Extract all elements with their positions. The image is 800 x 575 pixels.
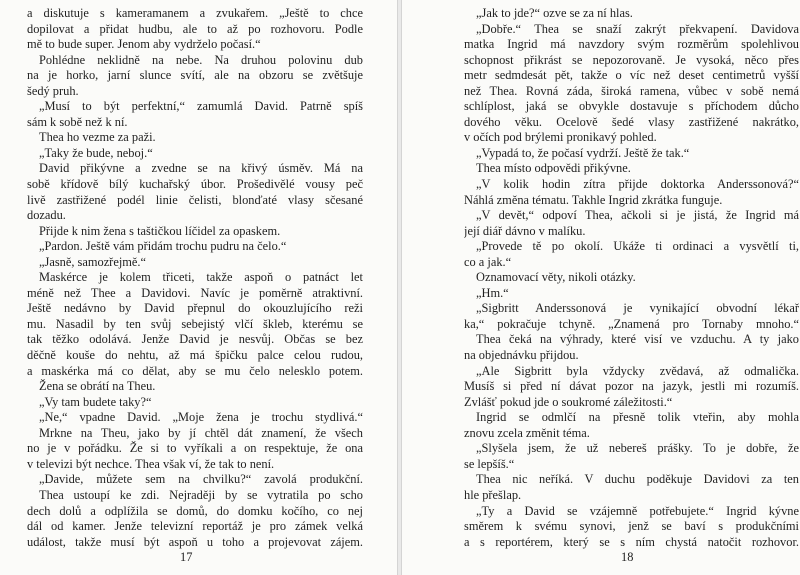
left-page-text bbox=[27, 6, 363, 550]
text-line: mě to bude super. Jenom aby vydrželo počasí.“ bbox=[27, 37, 261, 52]
text-line: na je horko, jarní slunce svítí, ale na obzoru se zvětšuje bbox=[27, 68, 363, 83]
text-line: Thea nic neříká. V duchu poděkuje Davidovi za ten bbox=[476, 472, 799, 487]
text-line: „Jak to jde?“ ozve se za ní hlas. bbox=[476, 6, 633, 20]
text-line: a s reportérem, který se s ním chystá natočit rozhovor. bbox=[464, 534, 799, 549]
text-line: no je v pořádku. Že si to vyříkali a on respektuje, že ona bbox=[27, 441, 363, 456]
text-line: Oznamovací věty, nikoli otázky. bbox=[476, 270, 636, 285]
text-line: dech dolů a odplížila se domů, do domku kočího, co nej bbox=[27, 503, 363, 518]
left-book-page bbox=[0, 0, 398, 575]
text-line: Pohlédne neklidně na nebe. Na druhou polovinu dub bbox=[39, 52, 363, 67]
text-line: Thea ustoupí ke zdi. Nejraději by se vytratila po scho bbox=[39, 487, 363, 502]
text-line: co a jak.“ bbox=[464, 254, 512, 269]
text-line: směrem k svému synovi, jenž se baví s produkčními bbox=[464, 519, 799, 534]
right-book-page bbox=[401, 0, 800, 575]
text-line: její diář dávno v malíku. bbox=[464, 223, 586, 238]
right-page-text bbox=[464, 6, 799, 550]
text-line: Zvlášť pokud jde o soukromé záležitosti.“ bbox=[464, 394, 673, 409]
text-line: než Thea. Rovná záda, široká ramena, vůbec v sobě nemá bbox=[464, 83, 799, 98]
text-line: „Ale Sigbritt byla vždycky zvědavá, až odmalička. bbox=[476, 363, 799, 378]
text-line: dového věku. Ocelově šedé vlasy zastřižené nakrátko, bbox=[464, 114, 799, 129]
text-line: matka Ingrid má navzdory svým rozměrům spolehlivou bbox=[464, 37, 799, 52]
text-line: hle přešlap. bbox=[464, 487, 522, 502]
text-line: a diskutuje s kameramanem a zvukařem. „Ještě to chce bbox=[27, 6, 363, 20]
text-line: Ještě nedávno by David přepnul do okouzlujícího reži bbox=[27, 301, 363, 316]
text-line: „Slyšela jsem, že už nebereš prášky. To je dobře, že bbox=[476, 441, 799, 456]
text-line: událost, takže musí být aspoň u toho a projevovat zájem. bbox=[27, 534, 363, 549]
text-line: Žena se obrátí na Theu. bbox=[39, 379, 156, 394]
text-line: schlíplost, jaká se obvykle dostavuje s příchodem důcho bbox=[464, 99, 799, 114]
text-line: „Dobře.“ Thea se snaží zakrýt překvapení. Davidova bbox=[476, 21, 799, 36]
text-line: ka,“ pokračuje tchyně. „Znamená pro Tornaby mnoho.“ bbox=[464, 316, 799, 331]
page-number-left: 17 bbox=[180, 550, 193, 564]
text-line: Ingrid se odmlčí na přesně tolik vteřin, aby mohla bbox=[476, 410, 799, 425]
text-line: Maskérce je kolem třiceti, takže aspoň o patnáct let bbox=[39, 270, 363, 285]
text-line: „Hm.“ bbox=[476, 285, 509, 300]
text-line: „Vy tam budete taky?“ bbox=[39, 394, 152, 409]
text-line: Thea čeká na výhrady, které visí ve vzduchu. A ty jako bbox=[476, 332, 799, 347]
text-line: v televizi být nechce. Thea však ví, že tak to není. bbox=[27, 456, 275, 471]
text-line: šedý pruh. bbox=[27, 83, 79, 98]
text-line: sám k sobě než k ní. bbox=[27, 114, 128, 129]
text-line: Musíš si před ní dávat pozor na jazyk, jestli mi rozumíš. bbox=[464, 379, 799, 394]
text-line: „Taky že bude, neboj.“ bbox=[39, 145, 153, 160]
text-line: „Sigbritt Anderssonová je vynikající obvodní lékař bbox=[476, 301, 799, 316]
text-line: mu. Nasadil by ten svůj sebejistý vlčí škleb, kterému se bbox=[27, 316, 363, 331]
text-line: metr sedmdesát pět, takže o víc než deset centimetrů vyšší bbox=[464, 68, 799, 83]
text-line: schopnost přikrást se nepozorovaně. Je vysoká, něco přes bbox=[464, 52, 799, 67]
text-line: dozadu. bbox=[27, 208, 66, 223]
text-line: „V kolik hodin zítra přijde doktorka Anderssonová?“ bbox=[476, 177, 799, 192]
text-line: „Pardon. Ještě vám přidám trochu pudru na čelo.“ bbox=[39, 239, 287, 254]
text-line: dál od kamer. Jenže televizní reportáž je pro zámek velká bbox=[27, 519, 363, 534]
text-line: Thea ho vezme za paži. bbox=[39, 130, 156, 145]
text-line: v očích pod brýlemi pronikavý pohled. bbox=[464, 130, 657, 145]
text-line: děčně kouše do nehtu, až má špičku palce celou rudou, bbox=[27, 348, 363, 363]
text-line: „V devět,“ odpoví Thea, ačkoli si je jistá, že Ingrid má bbox=[476, 208, 799, 223]
text-line: Náhlá změna tématu. Takhle Ingrid zkrátka funguje. bbox=[464, 192, 723, 207]
text-line: a maskérka má co dělat, aby se mu čelo nelesklo potem. bbox=[27, 363, 363, 378]
text-line: „Vypadá to, že počasí vydrží. Ještě že tak.“ bbox=[476, 145, 690, 160]
text-line: Přijde k nim žena s taštičkou líčidel za opaskem. bbox=[39, 223, 281, 238]
text-line: tak těžko odolává. Jenže David je nesvůj. Občas se bez bbox=[27, 332, 363, 347]
text-line: „Provede tě po okolí. Ukáže ti ordinaci a vysvětlí ti, bbox=[476, 239, 799, 254]
text-line: Mrkne na Theu, jako by jí chtěl dát znamení, že všech bbox=[39, 425, 363, 440]
text-line: „Musí to být perfektní,“ zamumlá David. Patrně spíš bbox=[39, 99, 363, 114]
text-line: Thea místo odpovědi přikývne. bbox=[476, 161, 631, 176]
text-line: „Ty a David se vzájemně potřebujete.“ Ingrid kývne bbox=[476, 503, 799, 518]
text-line: znovu zcela změnit téma. bbox=[464, 425, 590, 440]
text-line: David přikývne a zvedne se na křivý úsměv. Má na bbox=[39, 161, 363, 176]
text-line: méně než Thee a Davidovi. Navíc je poměrně atraktivní. bbox=[27, 285, 363, 300]
text-line: dopilovat a přidat hudbu, ale to až po rozhovoru. Podle bbox=[27, 21, 363, 36]
page-number-right: 18 bbox=[621, 550, 634, 564]
text-line: sobě křídově bílý kuchařský úbor. Prošedivělé vousy peč bbox=[27, 177, 363, 192]
text-line: „Jasně, samozřejmě.“ bbox=[39, 254, 146, 269]
text-line: livě zastřižené podél linie čelisti, blonďaté vlasy sčesané bbox=[27, 192, 363, 207]
text-line: se lepšíš.“ bbox=[464, 456, 515, 471]
text-line: „Ne,“ vpadne David. „Moje žena je trochu stydlivá.“ bbox=[39, 410, 363, 425]
text-line: na objednávku přijdou. bbox=[464, 348, 579, 363]
text-line: „Davide, můžete sem na chvilku?“ zavolá produkční. bbox=[39, 472, 363, 487]
